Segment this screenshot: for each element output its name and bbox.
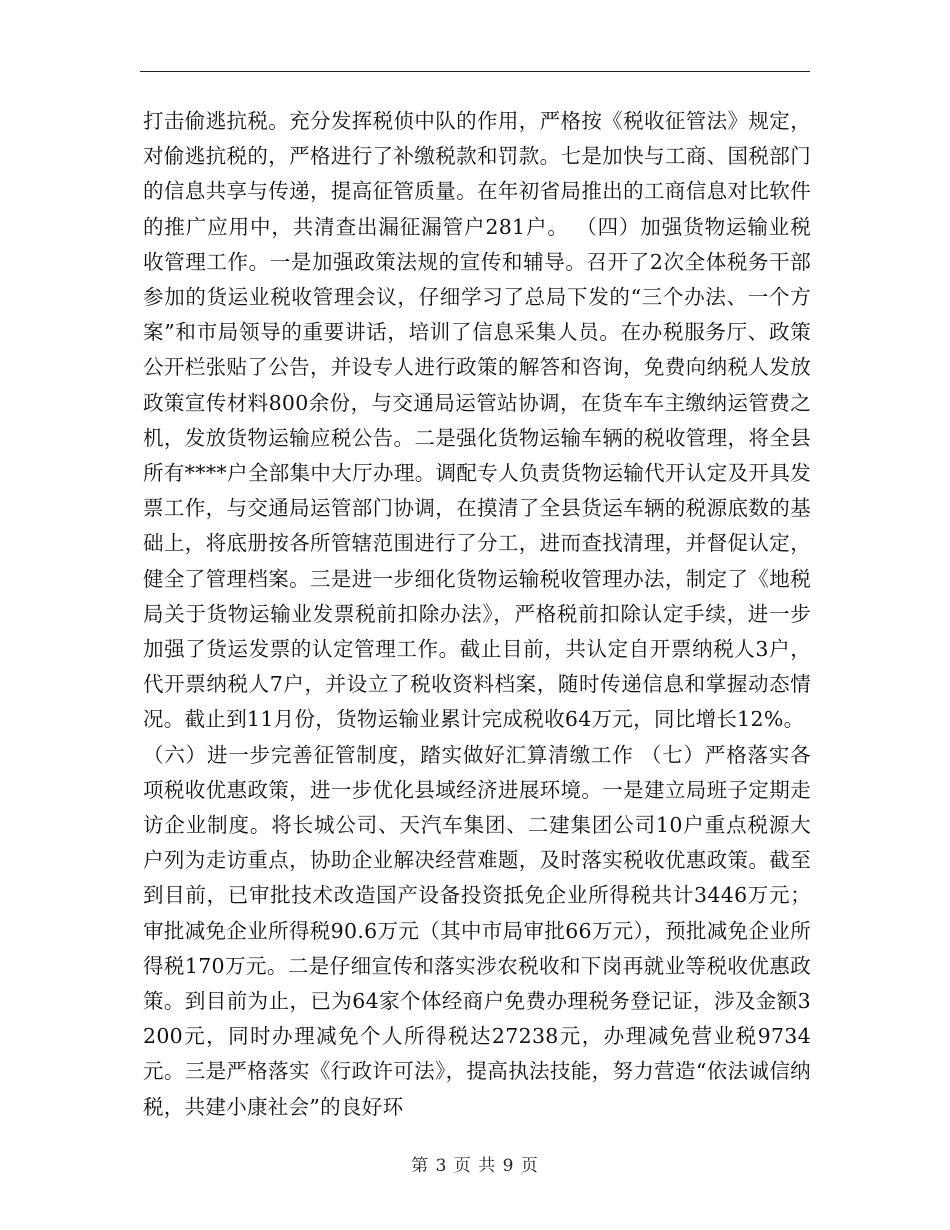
footer-suffix: 页 xyxy=(520,1156,539,1176)
document-body xyxy=(143,104,811,1125)
footer-total-pages: 9 xyxy=(502,1156,515,1176)
header-rule xyxy=(140,71,810,72)
footer-middle: 页 共 xyxy=(453,1156,497,1176)
footer-prefix: 第 xyxy=(411,1156,430,1176)
page-footer xyxy=(0,1151,950,1176)
footer-current-page: 3 xyxy=(435,1156,448,1176)
paragraph-1: 打击偷逃抗税。充分发挥税侦中队的作用，严格按《税收征管法》规定，对偷逃抗税的，严格进行了补缴税款和罚款。七是加快与工商、国税部门的信息共享与传递，提高征管质量。在年初省局推出的工商信息对比软件的推广应用中，共清查出漏征漏管户281户。 （四）加强货物运输业税收管理工作。一是加强政策法规的宣传和辅导。召开了2次全体税务干部参加的货运业税收管理会议，仔细学习了总局下发的“三个办法、一个方案”和市局领导的重要讲话，培训了信息采集人员。在办税服务厅、政策公开栏张贴了公告，并设专人进行政策的解答和咨询，免费向纳税人发放政策宣传材料800余份，与交通局运管站协调，在货车车主缴纳运管费之机，发放货物运输应税公告。二是强化货物运输车辆的税收管理，将全县所有****户全部集中大厅办理。调配专人负责货物运输代开认定及开具发票工作，与交通局运管部门协调，在摸清了全县货运车辆的税源底数的基础上，将底册按各所管辖范围进行了分工，进而查找清理，并督促认定，健全了管理档案。三是进一步细化货物运输税收管理办法，制定了《地税局关于货物运输业发票税前扣除办法》，严格税前扣除认定手续，进一步加强了货运发票的认定管理工作。截止目前，共认定自开票纳税人3户，代开票纳税人7户，并设立了税收资料档案，随时传递信息和掌握动态情况。截止到11月份，货物运输业累计完成税收64万元，同比增长12%。 xyxy=(143,109,811,732)
paragraph-2: （六）进一步完善征管制度，踏实做好汇算清缴工作 （七）严格落实各项税收优惠政策，进一步优化县域经济进展环境。一是建立局班子定期走访企业制度。将长城公司、天汽车集团、二建集团公司10户重点税源大户列为走访重点，协助企业解决经营难题，及时落实税收优惠政策。截至到目前，已审批技术改造国产设备投资抵免企业所得税共计3446万元；审批减免企业所得税90.6万元（其中市局审批66万元），预批减免企业所得税170万元。二是仔细宣传和落实涉农税收和下岗再就业等税收优惠政策。到目前为止，已为64家个体经商户免费办理税务登记证，涉及金额3200元，同时办理减免个人所得税达27238元，办理减免营业税9734元。三是严格落实《行政许可法》，提高执法技能，努力营造“依法诚信纳税，共建小康社会”的良好环 xyxy=(143,742,811,1119)
